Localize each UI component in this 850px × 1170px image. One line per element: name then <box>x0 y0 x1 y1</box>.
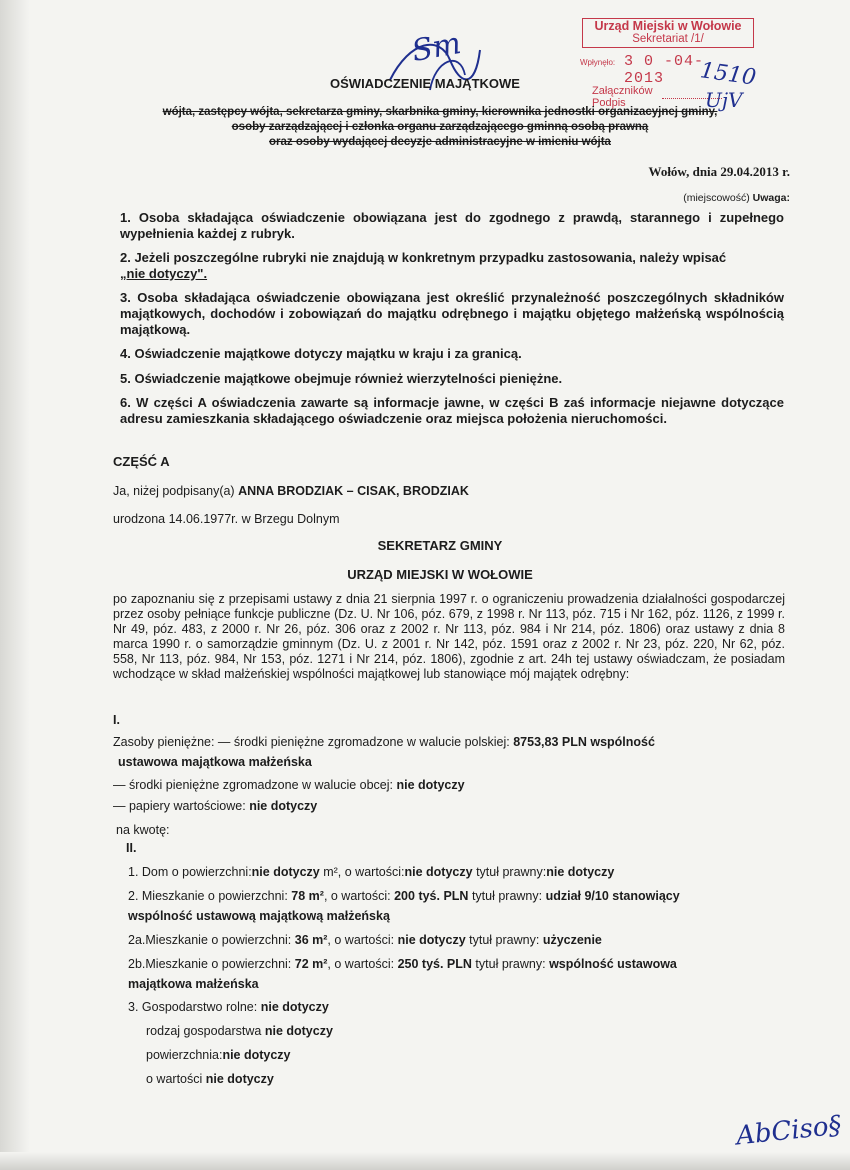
item-1-label: 1. Dom o powierzchni: <box>128 865 252 879</box>
papiery-value: nie dotyczy <box>249 799 318 813</box>
note-5: 5. Oświadczenie majątkowe obejmuje również wierzytelności pieniężne. <box>120 371 563 386</box>
item-2-label: 2. Mieszkanie o powierzchni: <box>128 889 288 903</box>
item-1-area: nie dotyczy <box>251 865 320 879</box>
stamp-handwritten-initials: UjV <box>705 88 743 112</box>
note-3: 3. Osoba składająca oświadczenie obowiązana jest określić przynależność poszczególnych składników majątkowych, dochodów i zobowiązań do majątku odrębnego i majątku objętego małżeńską wspólnością majątkową. <box>120 290 784 337</box>
item-2b-value: 250 tyś. PLN <box>397 957 472 971</box>
zasoby-value-cont: ustawowa majątkowa małżeńska <box>118 755 312 769</box>
declarant-line <box>113 483 469 499</box>
stamp-date: 3 0 -04- 2013 <box>624 53 705 87</box>
item-3-value: nie dotyczy <box>260 1000 329 1014</box>
item-2-title-cont: wspólność ustawową majątkową małżeńską <box>128 909 390 923</box>
subtitle-line-1: wójta, zastępcy wójta, sekretarza gminy, skarbnika gminy, kierownika jednostki organizacyjnej gminy, <box>162 106 718 118</box>
note-6: 6. W części A oświadczenia zawarte są informacje jawne, w części B zaś informacje niejawne dotyczące adresu zamieszkania składającego oświadczenie oraz miejsca położenia nieruchomości. <box>120 395 784 426</box>
item-2-area: 78 m² <box>291 889 324 903</box>
item-2-value-label: , o wartości: <box>323 889 391 903</box>
stamp-handwritten-number: 1510 <box>698 58 758 91</box>
papiery-line <box>113 798 317 814</box>
note-2 <box>120 250 784 282</box>
section-2-heading: II. <box>126 841 137 855</box>
wartosc-line <box>146 1071 274 1087</box>
section-1-heading: I. <box>113 713 120 727</box>
note-2-nie-dotyczy: „nie dotyczy". <box>120 266 208 281</box>
note-4: 4. Oświadczenie majątkowe dotyczy majątku w kraju i za granicą. <box>120 346 522 361</box>
item-2b-title: wspólność ustawowa <box>549 957 677 971</box>
item-2a-value: nie dotyczy <box>397 933 466 947</box>
note-1: 1. Osoba składająca oświadczenie obowiązana jest do zgodnego z prawdą, starannego i zupełnego wypełnienia każdej z rubryk. <box>120 210 784 241</box>
waluta-obca-label: — środki pieniężne zgromadzone w walucie obcej: <box>113 778 394 792</box>
powierzchnia-label: powierzchnia: <box>146 1048 223 1062</box>
place-date: Wołów, dnia 29.04.2013 r. <box>648 164 790 179</box>
papiery-label: — papiery wartościowe: <box>113 799 246 813</box>
item-2a-mieszkanie <box>128 932 602 948</box>
zasoby-line <box>113 734 785 750</box>
item-2-mieszkanie <box>128 888 788 904</box>
item-3-label: 3. Gospodarstwo rolne: <box>128 1000 258 1014</box>
item-2a-title: użyczenie <box>542 933 602 947</box>
wartosc-label: o wartości <box>146 1072 203 1086</box>
scan-edge-bottom <box>0 1152 850 1170</box>
zasoby-label: Zasoby pieniężne: — środki pieniężne zgromadzone w walucie polskiej: <box>113 735 510 749</box>
item-2-value: 200 tyś. PLN <box>394 889 469 903</box>
stamp-attachments: Załączników <box>592 85 653 97</box>
wartosc-value: nie dotyczy <box>205 1072 274 1086</box>
item-2a-value-label: , o wartości: <box>327 933 395 947</box>
uwaga-label: Uwaga: <box>752 192 790 204</box>
initials-handwriting: Sm <box>409 26 464 69</box>
powierzchnia-line <box>146 1047 291 1063</box>
document-subtitle <box>100 105 780 150</box>
item-2b-label: 2b.Mieszkanie o powierzchni: <box>128 957 292 971</box>
item-2a-area: 36 m² <box>294 933 328 947</box>
document-title: OŚWIADCZENIE MAJĄTKOWE <box>330 76 520 91</box>
item-2-title: udział 9/10 stanowiący <box>545 889 680 903</box>
item-3-gospodarstwo <box>128 999 329 1015</box>
item-1-value-label: m², o wartości: <box>323 865 405 879</box>
powierzchnia-value: nie dotyczy <box>222 1048 291 1062</box>
scan-edge-left <box>0 0 30 1170</box>
item-2b-area: 72 m² <box>294 957 328 971</box>
item-1-title: nie dotyczy <box>546 865 615 879</box>
item-2b-title-cont: majątkowa małżeńska <box>128 977 259 991</box>
note-2-text: 2. Jeżeli poszczególne rubryki nie znajdują w konkretnym przypadku zastosowania, należy wpisać <box>120 250 727 265</box>
item-1-dom <box>128 864 614 880</box>
item-2b-title-label: tytuł prawny: <box>475 957 546 971</box>
item-2-title-label: tytuł prawny: <box>471 889 543 903</box>
waluta-obca-value: nie dotyczy <box>396 778 465 792</box>
item-1-value: nie dotyczy <box>404 865 473 879</box>
stamp-header-box <box>582 18 754 48</box>
miejscowosc-label: (miejscowość) <box>683 192 750 204</box>
declarant-label: Ja, niżej podpisany(a) <box>113 484 235 498</box>
waluta-obca-line <box>113 777 465 793</box>
rodzaj-line <box>146 1023 333 1039</box>
na-kwote: na kwotę: <box>116 823 170 837</box>
stamp-department: Sekretariat /1/ <box>632 33 704 45</box>
zasoby-value: 8753,83 PLN wspólność <box>513 735 655 749</box>
declarant-name: ANNA BRODZIAK – CISAK, BRODZIAK <box>238 484 469 498</box>
stamp-office: Urząd Miejski w Wołowie <box>594 19 742 33</box>
item-2b-value-label: , o wartości: <box>327 957 395 971</box>
subtitle-line-3: oraz osoby wydającej decyzje administracyjne w imieniu wójta <box>269 136 611 148</box>
stamp-received-label: Wpłynęło: <box>580 58 616 67</box>
position-title: SEKRETARZ GMINY <box>377 538 503 553</box>
item-2b-mieszkanie <box>128 956 788 972</box>
signature: AbCiso§ <box>734 1110 843 1152</box>
subtitle-line-2: osoby zarządzającej i członka organu zarządzającego gminną osobą prawną <box>231 121 649 133</box>
item-1-title-label: tytuł prawny: <box>476 865 547 879</box>
office-title: URZĄD MIEJSKI W WOŁOWIE <box>347 567 533 582</box>
birth-line: urodzona 14.06.1977r. w Brzegu Dolnym <box>113 512 340 526</box>
place-caption <box>683 192 790 204</box>
item-2a-label: 2a.Mieszkanie o powierzchni: <box>128 933 292 947</box>
rodzaj-value: nie dotyczy <box>264 1024 333 1038</box>
part-a-heading: CZĘŚĆ A <box>113 454 170 469</box>
stamp-signature-label: Podpis <box>592 97 626 109</box>
item-2a-title-label: tytuł prawny: <box>469 933 540 947</box>
rodzaj-label: rodzaj gospodarstwa <box>146 1024 262 1038</box>
legal-paragraph: po zapoznaniu się z przepisami ustawy z dnia 21 sierpnia 1997 r. o ograniczeniu prowadzenia działalności gospodarczej przez osoby pełniące funkcje publiczne (Dz. U. Nr 106, póz. 679, z 1998 r. Nr 113, póz. 715 i Nr 162, póz. 1126, z 1999 r. Nr 49, póz. 483, z 2000 r. Nr 26, póz. 306 oraz z 2002 r. Nr 113, póz. 984 i Nr 214, póz. 1806) oraz ustawy z dnia 8 marca 1990 r. o samorządzie gminnym (Dz. U. z 2001 r. Nr 142, póz. 1591 oraz z 2002 r. Nr 23, póz. 220, Nr 62, póz. 558, Nr 113, póz. 984, Nr 153, póz. 1271 i Nr 214, póz. 1806), zgodnie z art. 24h tej ustawy oświadczam, że posiadam wchodzące w skład małżeńskiej wspólności majątkowej lub stanowiące mój majątek odrębny: <box>113 592 785 681</box>
